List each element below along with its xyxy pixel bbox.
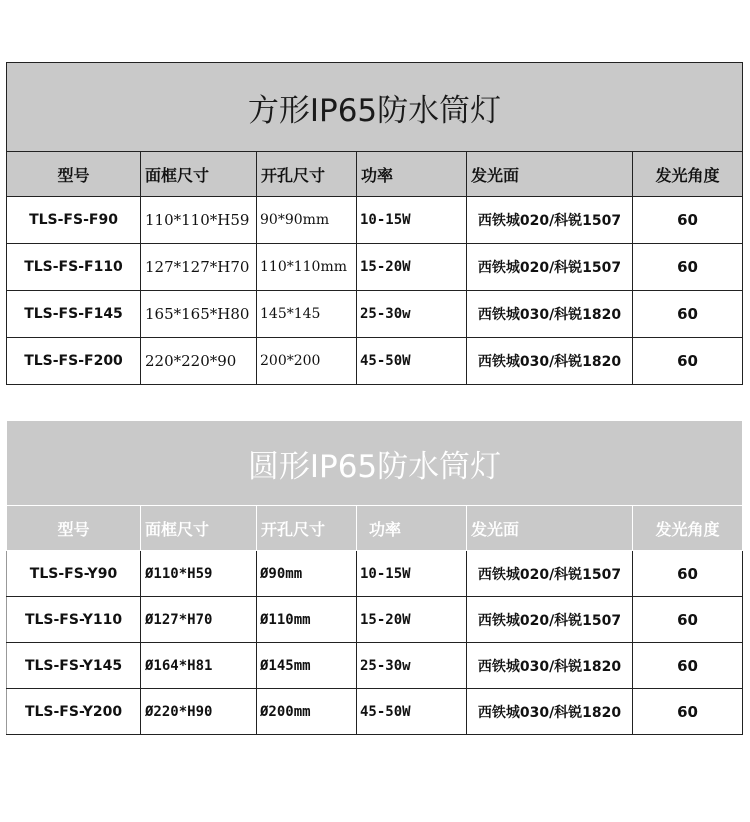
cell-cutout-size: Ø200mm [257, 689, 357, 735]
cell-cutout-size: Ø145mm [257, 643, 357, 689]
col-header-model: 型号 [7, 152, 141, 197]
cell-frame-size: 220*220*90 [141, 338, 257, 385]
cell-beam-angle: 60 [633, 689, 743, 735]
cell-model: TLS-FS-Y200 [7, 689, 141, 735]
col-header-light-source: 发光面 [467, 506, 633, 551]
table-row [7, 338, 743, 385]
cell-beam-angle: 60 [633, 197, 743, 244]
cell-beam-angle: 60 [633, 291, 743, 338]
cell-power: 25-30w [357, 643, 467, 689]
cell-cutout-size: 200*200 [257, 338, 357, 385]
table-row [7, 643, 743, 689]
cell-beam-angle: 60 [633, 244, 743, 291]
cell-cutout-size: 90*90mm [257, 197, 357, 244]
cell-cutout-size: Ø110mm [257, 597, 357, 643]
col-header-beam-angle: 发光角度 [633, 152, 743, 197]
cell-frame-size: Ø220*H90 [141, 689, 257, 735]
cell-light-source: 西铁城020/科锐1507 [467, 551, 633, 597]
cell-power: 15-20W [357, 244, 467, 291]
table-title: 方形IP65防水筒灯 [7, 63, 743, 152]
cell-frame-size: Ø127*H70 [141, 597, 257, 643]
cell-power: 10-15W [357, 551, 467, 597]
cell-frame-size: 127*127*H70 [141, 244, 257, 291]
col-header-model: 型号 [7, 506, 141, 551]
round-downlight-table [6, 420, 743, 735]
col-header-power: 功率 [357, 506, 467, 551]
cell-light-source: 西铁城020/科锐1507 [467, 197, 633, 244]
header-row [7, 152, 743, 197]
cell-power: 25-30w [357, 291, 467, 338]
cell-power: 15-20W [357, 597, 467, 643]
table-row [7, 597, 743, 643]
cell-model: TLS-FS-Y90 [7, 551, 141, 597]
col-header-cutout-size: 开孔尺寸 [257, 152, 357, 197]
table-row [7, 291, 743, 338]
table-row [7, 197, 743, 244]
cell-beam-angle: 60 [633, 643, 743, 689]
col-header-frame-size: 面框尺寸 [141, 152, 257, 197]
cell-cutout-size: Ø90mm [257, 551, 357, 597]
cell-light-source: 西铁城030/科锐1820 [467, 689, 633, 735]
table-row [7, 244, 743, 291]
col-header-light-source: 发光面 [467, 152, 633, 197]
cell-model: TLS-FS-F110 [7, 244, 141, 291]
cell-model: TLS-FS-F90 [7, 197, 141, 244]
col-header-cutout-size: 开孔尺寸 [257, 506, 357, 551]
table-row [7, 551, 743, 597]
cell-model: TLS-FS-Y110 [7, 597, 141, 643]
cell-light-source: 西铁城030/科锐1820 [467, 338, 633, 385]
cell-frame-size: Ø164*H81 [141, 643, 257, 689]
cell-light-source: 西铁城030/科锐1820 [467, 643, 633, 689]
table-title: 圆形IP65防水筒灯 [7, 421, 743, 506]
cell-light-source: 西铁城020/科锐1507 [467, 597, 633, 643]
cell-model: TLS-FS-Y145 [7, 643, 141, 689]
cell-light-source: 西铁城020/科锐1507 [467, 244, 633, 291]
cell-model: TLS-FS-F200 [7, 338, 141, 385]
cell-light-source: 西铁城030/科锐1820 [467, 291, 633, 338]
cell-frame-size: Ø110*H59 [141, 551, 257, 597]
table-row [7, 689, 743, 735]
cell-cutout-size: 110*110mm [257, 244, 357, 291]
cell-beam-angle: 60 [633, 597, 743, 643]
col-header-beam-angle: 发光角度 [633, 506, 743, 551]
col-header-power: 功率 [357, 152, 467, 197]
col-header-frame-size: 面框尺寸 [141, 506, 257, 551]
header-row [7, 506, 743, 551]
cell-cutout-size: 145*145 [257, 291, 357, 338]
cell-power: 45-50W [357, 689, 467, 735]
cell-beam-angle: 60 [633, 338, 743, 385]
cell-power: 45-50W [357, 338, 467, 385]
cell-beam-angle: 60 [633, 551, 743, 597]
cell-frame-size: 110*110*H59 [141, 197, 257, 244]
cell-model: TLS-FS-F145 [7, 291, 141, 338]
square-downlight-table [6, 62, 743, 385]
cell-power: 10-15W [357, 197, 467, 244]
cell-frame-size: 165*165*H80 [141, 291, 257, 338]
